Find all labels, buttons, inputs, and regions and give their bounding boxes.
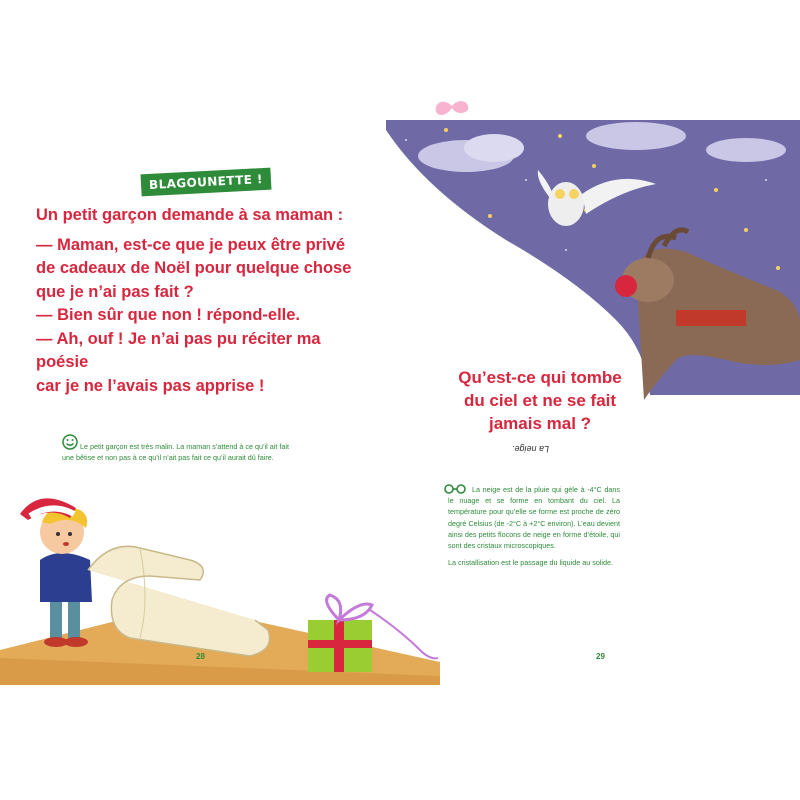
boy-with-scroll-illustration (0, 480, 440, 685)
joke-line: — Maman, est-ce que je peux être privé (36, 235, 346, 254)
science-paragraph-2: La cristallisation est le passage du liquide au solide. (448, 558, 614, 568)
joke-text (36, 204, 376, 398)
explanation-note (62, 441, 362, 463)
science-paragraph-1: La neige est de la pluie qui gèle à -4°C dans le nuage et se forme en tombant du ciel. La température pour qu’elle se forme est proche de zéro degré Celsius (de -2°C à +2°C environ). L’eau devient ainsi des petits flocons de neige en forme d’étoile, qui sont des cristaux microscopiques. (448, 485, 620, 551)
joke-line: de cadeaux de Noël pour quelque chose (36, 259, 352, 277)
pink-bow-decoration (432, 94, 474, 120)
riddle-line-1: Qu’est-ce qui tombe (458, 368, 622, 387)
night-sky-reindeer-illustration (386, 120, 800, 400)
joke-line: car je ne l’avais pas apprise ! (36, 376, 265, 395)
riddle-line-3: jamais mal ? (488, 414, 592, 433)
note-line-2: une bêtise et non pas à ce qu’il n’ait pas fait ce qu’il aurait dû faire. (62, 453, 274, 462)
joke-line: — Bien sûr que non ! répond-elle. (36, 306, 301, 324)
page-number-left: 28 (196, 652, 205, 661)
riddle-line-2: du ciel et ne se fait (463, 391, 617, 410)
joke-line: — Ah, ouf ! Je n’ai pas pu réciter ma poésie (36, 329, 321, 371)
riddle-question (440, 366, 640, 435)
page-number-right: 29 (596, 652, 605, 661)
science-explanation (448, 484, 620, 574)
note-line-1: Le petit garçon est très malin. La maman s’attend à ce qu’il ait fait (80, 442, 289, 451)
blagounette-badge: BLAGOUNETTE ! (141, 168, 272, 197)
riddle-answer-upside-down: La neige. (512, 444, 550, 454)
joke-question: Un petit garçon demande à sa maman : (36, 206, 344, 224)
joke-line: que je n’ai pas fait ? (36, 282, 194, 301)
